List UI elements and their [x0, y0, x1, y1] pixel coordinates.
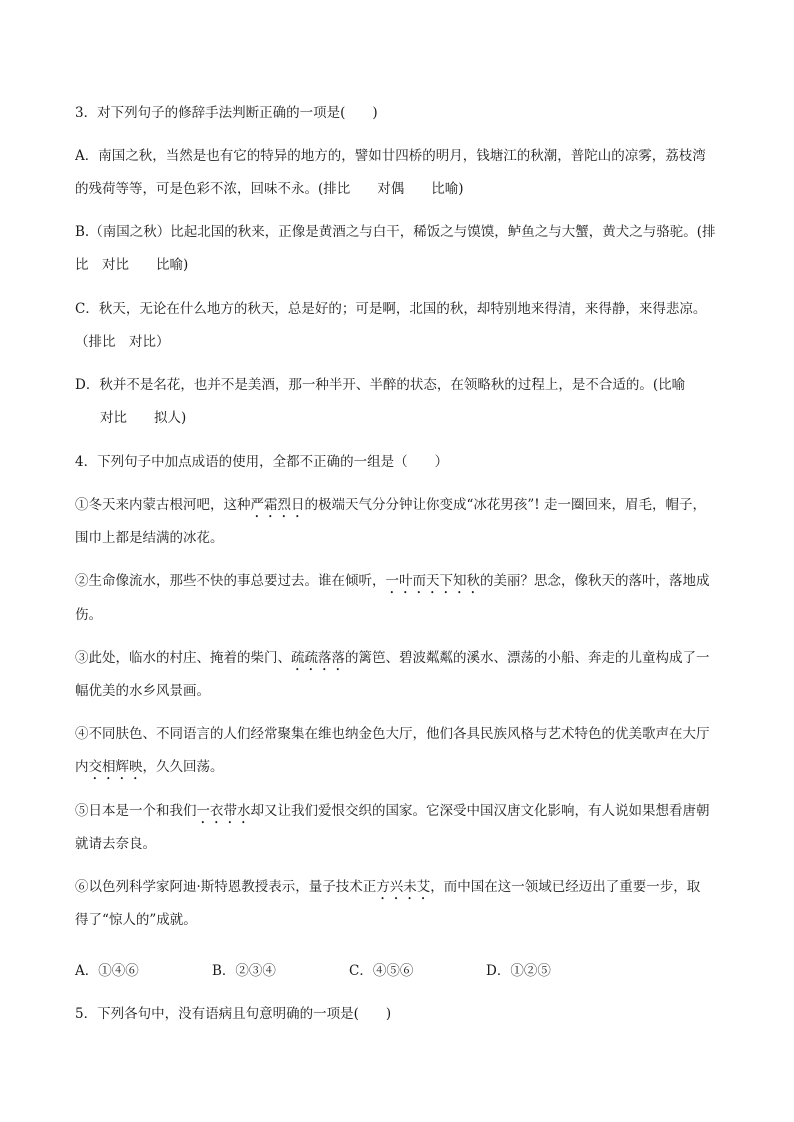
q4-sentence-1-line1 [75, 496, 725, 521]
q4-sentence-5-line1 [75, 802, 725, 827]
q4-sentence-2-line2: 伤。 [75, 607, 102, 623]
q4-sentence-3-line2: 幅优美的水乡风景画。 [75, 683, 210, 699]
q4-sentence-3-line1 [75, 649, 725, 674]
q4-s5-text-pre: ⑤日本是一个和我们 [75, 803, 197, 819]
q3-option-c-line2: （排比 对比） [75, 334, 170, 350]
q3-stem: 3．对下列句子的修辞手法判断正确的一项是( ) [75, 105, 378, 121]
q4-s3-text-post: 的篱笆、碧波粼粼的溪水、漂荡的小船、奔走的儿童构成了一 [345, 650, 710, 666]
q3-option-b-line2: 比 对比 比喻) [75, 257, 189, 273]
q4-s6-idiom: 方兴未艾 [376, 879, 431, 895]
q4-sentence-4-line2 [75, 758, 725, 783]
q4-option-a: A．①④⑥ [75, 963, 139, 979]
q4-s4-text-pre: 内 [75, 759, 89, 775]
q4-s1-idiom: 严霜烈日 [250, 497, 305, 513]
q4-sentence-2-line1 [75, 572, 725, 597]
q4-s6-text-post: ，而中国在这一领域已经迈出了重要一步，取 [430, 879, 701, 895]
q4-option-d: D．①②⑤ [486, 963, 551, 979]
q3-option-a-line1: A．南国之秋，当然是也有它的特异的地方的，譬如廿四桥的明月，钱塘江的秋潮，普陀山的凉雾，荔枝湾 [75, 148, 706, 164]
q4-s2-text-post: 的美丽？思念，像秋天的落叶，落地成 [480, 573, 710, 589]
q4-option-b: B．②③④ [212, 963, 276, 979]
q3-option-b-line1: B.（南国之秋）比起北国的秋来，正像是黄酒之与白干，稀饭之与馍馍，鲈鱼之与大蟹，黄犬之与骆驼。(排 [75, 224, 716, 240]
q4-s5-idiom: 一衣带水 [196, 803, 251, 819]
q3-option-a-line2: 的残荷等等，可是色彩不浓，回味不永。(排比 对偶 比喻) [75, 181, 464, 197]
q4-stem: 4．下列句子中加点成语的使用，全都不正确的一组是（ ） [75, 454, 449, 470]
q4-s4-text-post: ，久久回荡。 [142, 759, 224, 775]
q4-s2-idiom: 一叶而天下知秋 [385, 573, 480, 589]
q4-s3-text-pre: ③此处，临水的村庄、掩着的柴门、 [75, 650, 291, 666]
q4-s4-idiom: 交相辉映 [88, 759, 143, 775]
q4-s1-text-pre: ①冬天来内蒙古根河吧，这种 [75, 497, 251, 513]
q3-option-c-line1: C．秋天，无论在什么地方的秋天，总是好的；可是啊，北国的秋，却特别地来得清，来得静，来得悲凉。 [75, 301, 707, 317]
q4-sentence-5-line2: 就请去奈良。 [75, 836, 156, 852]
q4-sentence-6-line2: 得了“惊人的”成就。 [75, 912, 197, 928]
q5-stem: 5．下列各句中，没有语病且句意明确的一项是( ) [75, 1006, 392, 1022]
q4-s2-text-pre: ②生命像流水，那些不快的事总要过去。谁在倾听， [75, 573, 386, 589]
q4-option-c: C．④⑤⑥ [349, 963, 414, 979]
q4-sentence-1-line2: 围巾上都是结满的冰花。 [75, 530, 224, 546]
q4-s1-text-post: 的极端天气分分钟让你变成“冰花男孩”! 走一圈回来，眉毛，帽子， [304, 497, 707, 513]
q3-option-d-line2: 对比 拟人) [100, 410, 187, 426]
q3-option-d-line1: D．秋并不是名花，也并不是美酒，那一种半开、半醉的状态，在领略秋的过程上，是不合适的。(比喻 [75, 377, 686, 393]
q4-s5-text-post: 却又让我们爱恨交织的国家。它深受中国汉唐文化影响，有人说如果想看唐朝 [250, 803, 710, 819]
q4-sentence-6-line1 [75, 878, 725, 903]
q4-s3-idiom: 疏疏落落 [291, 650, 345, 666]
q4-s6-text-pre: ⑥以色列科学家阿迪·斯特恩教授表示，量子技术正 [75, 879, 377, 895]
q4-sentence-4-line1: ④不同肤色、不同语言的人们经常聚集在维也纳金色大厅，他们各具民族风格与艺术特色的优美歌声在大厅 [75, 726, 710, 742]
